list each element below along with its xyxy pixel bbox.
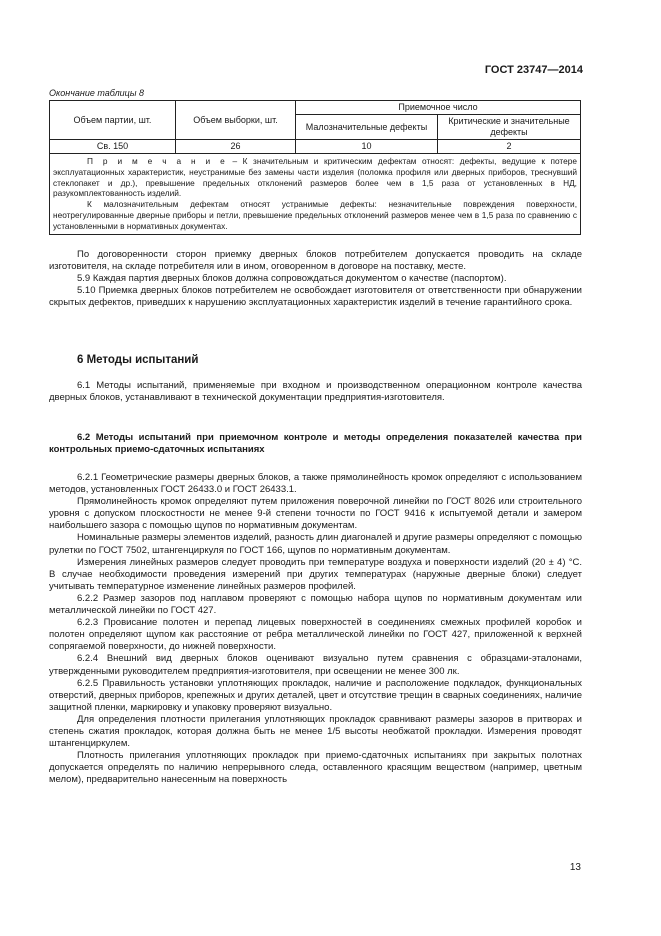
note-label: П р и м е ч а н и е [87, 156, 227, 166]
cell-minor-defects: 10 [296, 140, 438, 154]
paragraph: 6.2.3 Провисание полотен и перепад лицевых поверхностей в соединениях смежных профилей коробок и полотен определяют щупом как расстояние от ребра металлической линейки по ГОСТ 427, приложенной к верхней сопрягаемой поверхности, до нижней поверхности. [49, 617, 582, 653]
paragraph: Номинальные размеры элементов изделий, разность длин диагоналей и другие размеры определяют с помощью рулетки по ГОСТ 7502, штангенциркуля по ГОСТ 166, щупов по нормативным документам. [49, 532, 582, 556]
standard-number: ГОСТ 23747—2014 [484, 64, 583, 76]
paragraph: Измерения линейных размеров следует проводить при температуре воздуха и поверхности изделий (20 ± 4) °С. В случае необходимости проведения измерений при других температурах (наружные дверные блоки) следует учитывать температурное изменение линейных размеров профилей. [49, 556, 582, 592]
cell-sample-size: 26 [176, 140, 296, 154]
paragraph: 6.2.1 Геометрические размеры дверных блоков, а также прямолинейность кромок определяют с использованием методов, установленных ГОСТ 26433.0 и ГОСТ 26433.1. [49, 472, 582, 496]
paragraph: 6.2.5 Правильность установки уплотняющих прокладок, наличие и расположение подкладок, функциональных отверстий, дверных приборов, крепежных и других деталей, цвет и отсутствие трещин в сварных соединениях, наличие защитной пленки, маркировку и упаковку проверяют визуально. [49, 677, 582, 713]
table-note-p2: К малозначительным дефектам относят устранимые дефекты: незначительные повреждения поверхности, неотрегулированные дверные приборы и петли, превышение предельных отклонений размеров менее чем в 1,5 раза по сравнению с установленными в нормативных документах. [53, 199, 577, 231]
note-text-1: – К значительным и критическим дефектам относят: дефекты, ведущие к потере эксплуатационных характеристик, неустранимые без замены части изделия (поломка профиля или дверных приборов, треснувший стеклопакет и др.), превышение предельных отклонений размеров более чем в 1,5 раза от установленных в НД, разукомплектованность изделий. [53, 156, 577, 199]
paragraph: 6.2.4 Внешний вид дверных блоков оценивают визуально путем сравнения с образцами-эталонами, утвержденными руководителем предприятия-изготовителя, при освещении не менее 300 лк. [49, 653, 582, 677]
section-6-title: 6 Методы испытаний [77, 354, 199, 366]
text-block-2 [49, 472, 582, 786]
header-sample-size: Объем выборки, шт. [176, 101, 296, 140]
acceptance-table [49, 100, 581, 235]
paragraph: По договоренности сторон приемку дверных блоков потребителем допускается проводить на складе изготовителя, на складе потребителя или в ином, оговоренном в договоре на поставку, месте. [49, 249, 582, 273]
paragraph: 5.9 Каждая партия дверных блоков должна сопровождаться документом о качестве (паспортом). [77, 273, 507, 285]
paragraph: 6.1 Методы испытаний, применяемые при входном и производственном операционном контроле качества дверных блоков, устанавливают в технической документации предприятия-изготовителя. [49, 380, 582, 404]
header-minor-defects: Малозначительные дефекты [296, 115, 438, 140]
paragraph: 6.2.2 Размер зазоров под наплавом проверяют с помощью набора щупов по нормативным документам или металлической линейки по ГОСТ 427. [49, 592, 582, 617]
text-block-1 [49, 249, 582, 309]
paragraph: Плотность прилегания уплотняющих прокладок при приемо-сдаточных испытаниях при закрытых полотнах допускается определять по наличию непрерывного следа, оставленного красящим веществом (например, цветным мелом), предварительно нанесенным на поверхность [49, 750, 582, 786]
paragraph: 5.10 Приемка дверных блоков потребителем не освобождает изготовителя от ответственности при обнаружении скрытых дефектов, приведших к нарушению эксплуатационных характеристик изделий в течение гарантийного срока. [49, 285, 582, 309]
cell-lot-size: Св. 150 [50, 140, 176, 154]
subsection-6-2-title: 6.2 Методы испытаний при приемочном контроле и методы определения показателей качества при контрольных приемо-сдаточных испытаниях [49, 432, 582, 455]
header-acceptance-number: Приемочное число [296, 101, 581, 115]
table-caption: Окончание таблицы 8 [49, 88, 144, 98]
page-number: 13 [569, 862, 581, 873]
cell-critical-defects: 2 [438, 140, 581, 154]
text-block-section-6 [49, 380, 582, 404]
table-note [50, 154, 581, 235]
header-lot-size: Объем партии, шт. [50, 101, 176, 140]
paragraph: Прямолинейность кромок определяют путем приложения поверочной линейки по ГОСТ 8026 или строительного уровня с допуском плоскостности не менее 9-й степени точности по ГОСТ 9416 к испытуемой детали и замером наибольшего зазора с помощью щупов по нормативным документам. [49, 496, 582, 532]
table-note-p1 [53, 156, 577, 199]
header-critical-defects: Критические и значительные дефекты [438, 115, 581, 140]
paragraph: Для определения плотности прилегания уплотняющих прокладок сравнивают размеры зазоров в притворах и степень сжатия прокладок, которая должна быть не менее 1/5 высоты необжатой прокладки. Измерения проводят штангенциркулем. [49, 713, 582, 750]
